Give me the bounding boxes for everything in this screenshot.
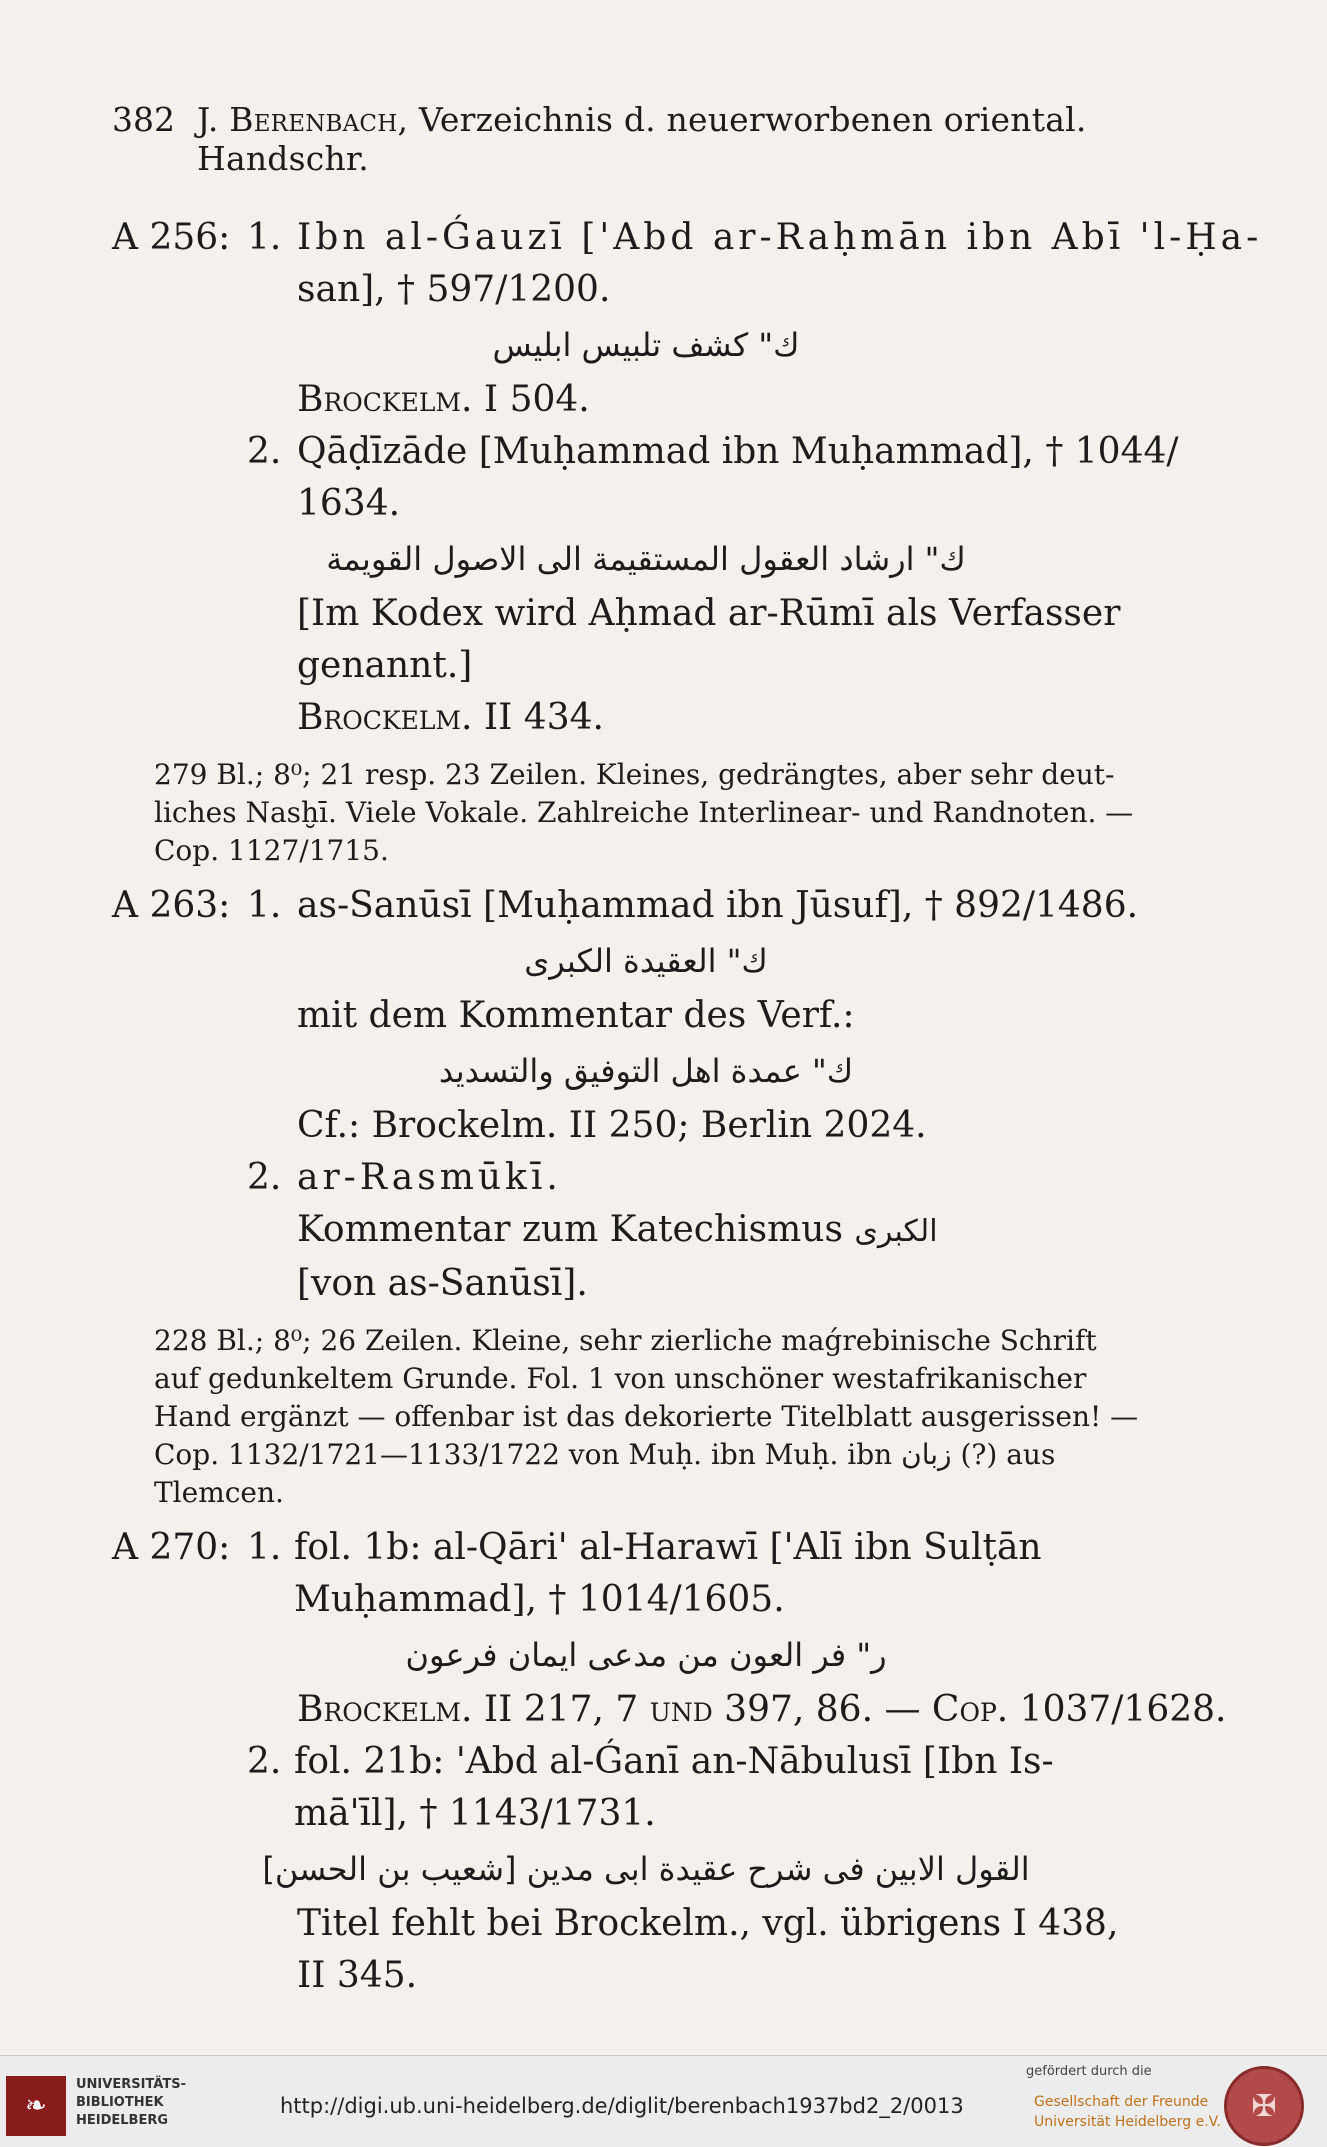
- arabic-inline: الكبرى: [854, 1214, 938, 1249]
- entry-signature: A 256:: [112, 217, 231, 258]
- item-title: as-Sanūsī [Muḥammad ibn Jūsuf], † 892/1486.: [297, 885, 1139, 926]
- description-line: auf gedunkeltem Grunde. Fol. 1 von unschöner westafrikanischer: [154, 1362, 1087, 1395]
- arabic-text: ك" كشف تلبيس ابليس: [492, 326, 800, 364]
- note-line: II 345.: [297, 1955, 418, 1996]
- item-title: Qāḍīzāde [Muḥammad ibn Muḥammad], † 1044/: [297, 431, 1179, 472]
- arabic-inline: زبان: [901, 1438, 952, 1471]
- description-line: [154, 1436, 1180, 1474]
- footer-bar: [0, 2055, 1327, 2147]
- commentary-line: mit dem Kommentar des Verf.:: [297, 995, 855, 1036]
- supported-by-label: gefördert durch die: [1026, 2064, 1152, 2079]
- running-header: [112, 100, 1180, 178]
- header-title-line: [197, 100, 1180, 178]
- library-name-line: HEIDELBERG: [76, 2113, 169, 2128]
- university-seal-icon: ✠: [1224, 2066, 1304, 2146]
- entry-a270: [112, 1522, 1227, 2002]
- item-number: 2.: [247, 1157, 282, 1198]
- description-text: Cop. 1132/1721—1133/1722 von Muḥ. ibn Muḥ. ibn: [154, 1438, 893, 1471]
- item-title-cont: mā'īl], † 1143/1731.: [294, 1793, 656, 1834]
- description-line: liches Nasḫī. Viele Vokale. Zahlreiche Interlinear- und Randnoten. —: [154, 796, 1134, 829]
- arabic-title: [112, 1626, 1180, 1684]
- reference: Brockelm. II 217, 7 und 397, 86. — Cop. 1037/1628.: [297, 1689, 1227, 1730]
- entry-line: [112, 1522, 1180, 1574]
- arabic-title: [112, 1042, 1180, 1100]
- commentary-line: [112, 1204, 1180, 1258]
- book-icon: ❧: [25, 2091, 47, 2121]
- arabic-title: [112, 316, 1180, 374]
- arabic-text: ك" ارشاد العقول المستقيمة الى الاصول القويمة: [326, 540, 966, 578]
- description-text: (?) aus: [960, 1438, 1056, 1471]
- reference: Brockelm. I 504.: [297, 379, 590, 420]
- description: [112, 1322, 1180, 1512]
- item-number: 2.: [247, 1741, 282, 1782]
- item-title-cont: 1634.: [297, 483, 401, 524]
- entry-line: [112, 1152, 1180, 1204]
- entry-signature: A 270:: [112, 1527, 231, 1568]
- description-line: 228 Bl.; 8⁰; 26 Zeilen. Kleine, sehr zierliche maǵrebinische Schrift: [154, 1324, 1097, 1357]
- item-title: Ibn al-Ǵauzī ['Abd ar-Raḥmān ibn Abī 'l-Ḥa-: [297, 217, 1263, 258]
- society-name-line: Universität Heidelberg e.V.: [1034, 2114, 1221, 2130]
- entry-line: [112, 880, 1180, 932]
- reference: Cf.: Brockelm. II 250; Berlin 2024.: [297, 1105, 927, 1146]
- note-line: [Im Kodex wird Aḥmad ar-Rūmī als Verfasser: [297, 593, 1121, 634]
- arabic-title: [112, 1840, 1180, 1898]
- item-title-cont: Muḥammad], † 1014/1605.: [294, 1579, 785, 1620]
- item-title: ar-Rasmūkī.: [297, 1157, 562, 1198]
- description-line: 279 Bl.; 8⁰; 21 resp. 23 Zeilen. Kleines, gedrängtes, aber sehr deut-: [154, 758, 1115, 791]
- arabic-text: القول الابين فى شرح عقيدة ابى مدين [شعيب بن الحسن]: [262, 1850, 1030, 1888]
- library-name: [76, 2076, 186, 2130]
- arabic-text: ك" عمدة اهل التوفيق والتسديد: [438, 1052, 854, 1090]
- entry-line: [112, 1736, 1180, 1788]
- header-author: J. Berenbach,: [197, 100, 409, 139]
- description-line: Cop. 1127/1715.: [154, 834, 389, 867]
- reference: Brockelm. II 434.: [297, 697, 604, 738]
- item-number: 2.: [247, 431, 282, 472]
- arabic-text: ك" العقيدة الكبرى: [524, 942, 768, 980]
- library-name-line: UNIVERSITÄTS-: [76, 2077, 186, 2092]
- header-title: Verzeichnis d. neuerworbenen oriental. Handschr.: [197, 100, 1087, 178]
- note-line: Titel fehlt bei Brockelm., vgl. übrigens I 438,: [297, 1903, 1119, 1944]
- item-number: 1.: [247, 217, 282, 258]
- entry-line: [112, 212, 1263, 264]
- item-number: 1.: [247, 885, 282, 926]
- page-content: [112, 100, 1263, 2002]
- item-title: fol. 1b: al-Qāri' al-Harawī ['Alī ibn Sulṭān: [294, 1527, 1042, 1568]
- item-number: 1.: [247, 1527, 282, 1568]
- commentary-line: [von as-Sanūsī].: [297, 1263, 588, 1304]
- page-number: 382: [112, 100, 175, 139]
- commentary-text: Kommentar zum Katechismus: [297, 1209, 843, 1250]
- description-line: Tlemcen.: [154, 1476, 284, 1509]
- university-library-logo[interactable]: [6, 2076, 66, 2136]
- description-line: Hand ergänzt — offenbar ist das dekorierte Titelblatt ausgerissen! —: [154, 1400, 1139, 1433]
- item-title: fol. 21b: 'Abd al-Ǵanī an-Nābulusī [Ibn Is-: [294, 1741, 1054, 1782]
- society-name-line: Gesellschaft der Freunde: [1034, 2094, 1209, 2110]
- permalink-url[interactable]: http://digi.ub.uni-heidelberg.de/diglit/berenbach1937bd2_2/0013: [280, 2094, 964, 2118]
- entry-line: [112, 426, 1180, 478]
- arabic-title: [112, 932, 1180, 990]
- note-line: genannt.]: [297, 645, 473, 686]
- society-name[interactable]: [1034, 2092, 1221, 2132]
- item-title-cont: san], † 597/1200.: [297, 269, 611, 310]
- description: [112, 756, 1180, 870]
- arabic-title: [112, 530, 1180, 588]
- arabic-text: ر" فر العون من مدعى ايمان فرعون: [405, 1636, 887, 1674]
- library-name-line: BIBLIOTHEK: [76, 2095, 164, 2110]
- entry-signature: A 263:: [112, 885, 231, 926]
- entry-a263: [112, 880, 1180, 1512]
- entry-a256: [112, 212, 1263, 870]
